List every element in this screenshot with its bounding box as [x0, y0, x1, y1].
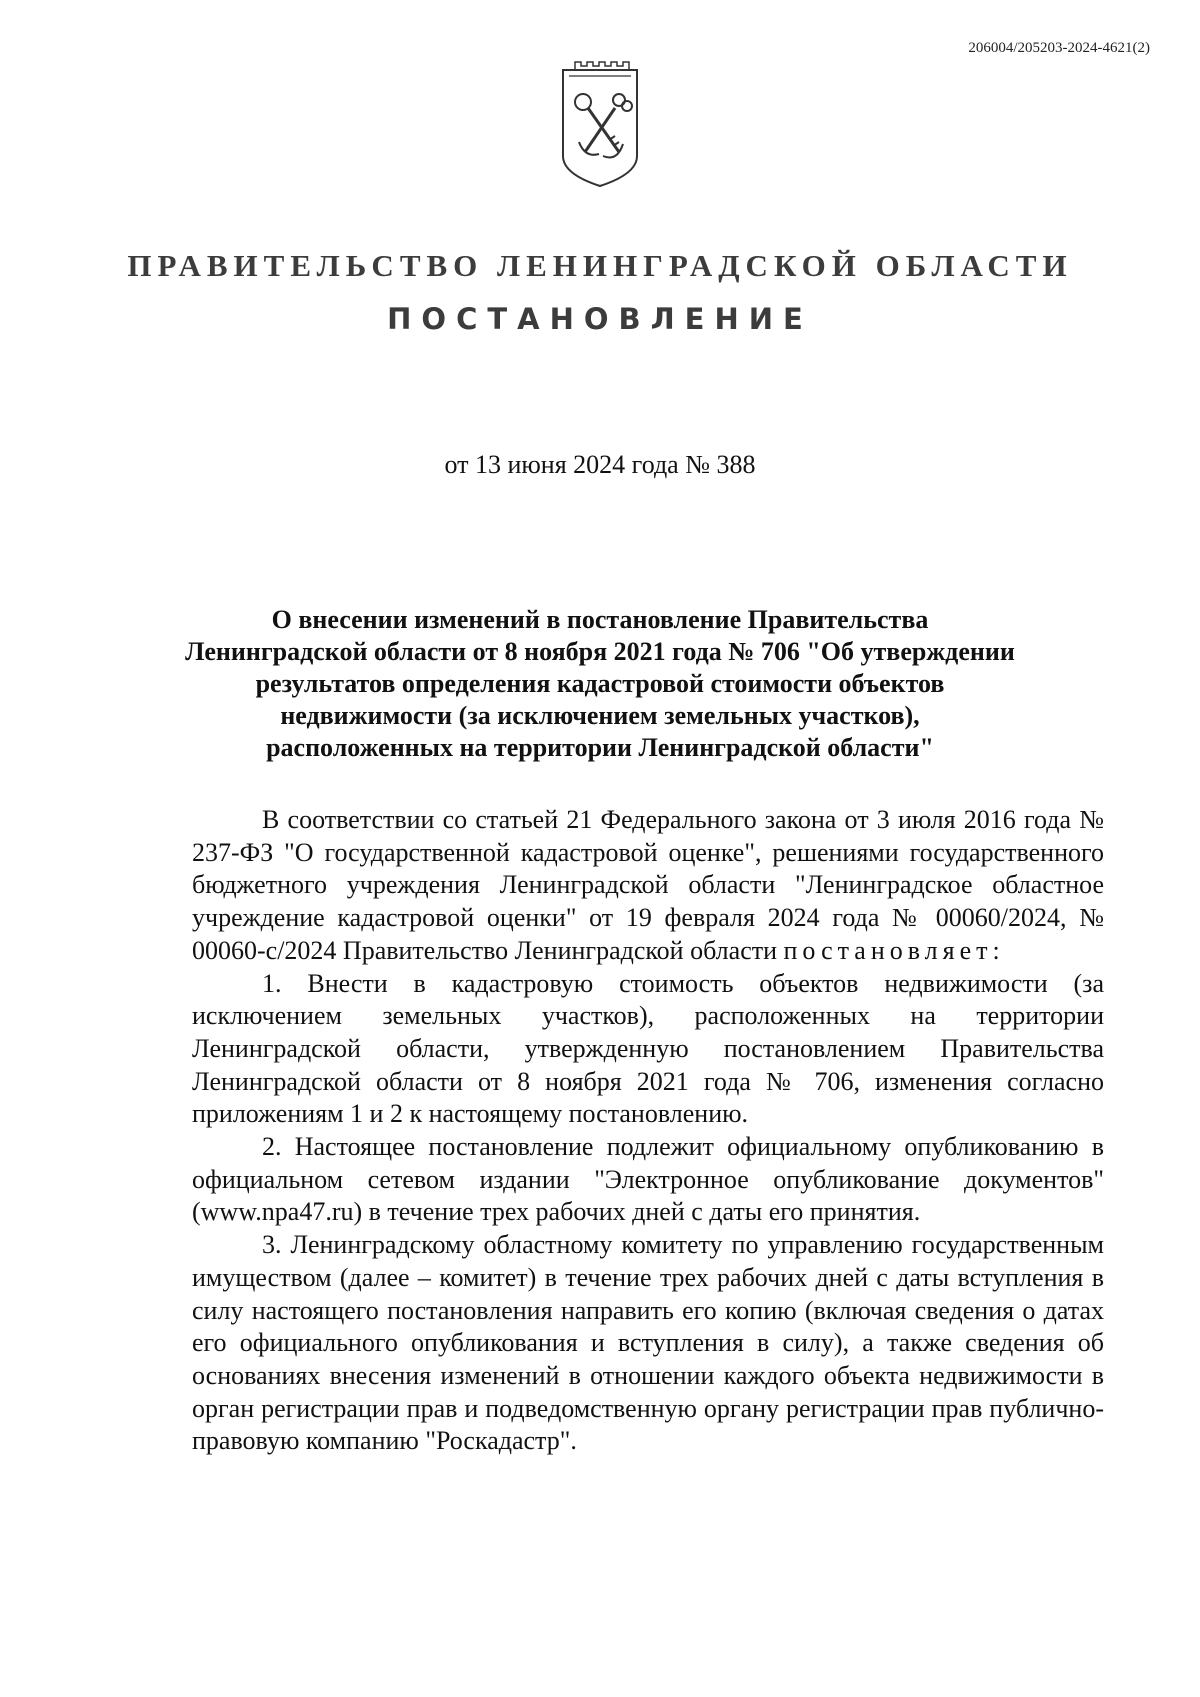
decree-word: постановляет:	[783, 935, 1005, 965]
document-body	[192, 804, 1104, 1458]
preamble-text: В соответствии со статьей 21 Федерального закона от 3 июля 2016 года № 237-ФЗ "О государственной кадастровой оценке", решениями государственного бюджетного учреждения Ленинградской области "Ленинградское областное учреждение кадастровой оценки" от 19 февраля 2024 года № 00060/2024, № 00060-с/2024 Правительство Ленинградской области	[192, 805, 1104, 965]
coat-of-arms-key-anchor-icon	[559, 56, 641, 206]
document-registration-number: 206004/205203-2024-4621(2)	[968, 40, 1150, 56]
document-heading	[180, 604, 1020, 764]
heading-line: недвижимости (за исключением земельных участков),	[280, 701, 920, 730]
heading-line: Ленинградской области от 8 ноября 2021 года № 706 "Об утверждении	[185, 637, 1015, 666]
paragraph-item-1: 1. Внести в кадастровую стоимость объектов недвижимости (за исключением земельных участков), расположенных на территории Ленинградской области, утвержденную постановлением Правительства Ленинградской области от 8 ноября 2021 года № 706, изменения согласно приложениям 1 и 2 к настоящему постановлению.	[192, 968, 1104, 1129]
document-kind-title: ПОСТАНОВЛЕНИЕ	[387, 302, 813, 336]
heading-line: О внесении изменений в постановление Правительства	[271, 605, 929, 634]
heading-line: результатов определения кадастровой стоимости объектов	[255, 669, 945, 698]
paragraph-item-2: 2. Настоящее постановление подлежит официальному опубликованию в официальном сетевом издании "Электронное опубликование документов" (www.npa47.ru) в течение трех рабочих дней с даты его принятия.	[192, 1132, 1104, 1227]
heading-line: расположенных на территории Ленинградской области"	[266, 733, 934, 762]
document-date-line: от 13 июня 2024 года № 388	[444, 450, 756, 479]
government-title: ПРАВИТЕЛЬСТВО ЛЕНИНГРАДСКОЙ ОБЛАСТИ	[127, 248, 1073, 283]
paragraph-item-3: 3. Ленинградскому областному комитету по управлению государственным имуществом (далее – комитет) в течение трех рабочих дней с даты вступления в силу настоящего постановления направить его копию (включая сведения о датах его официального опубликования и вступления в силу), а также сведения об основаниях внесения изменений в отношении каждого объекта недвижимости в орган регистрации прав и подведомственную органу регистрации прав публично-правовую компанию "Роскадастр".	[192, 1230, 1104, 1456]
preamble-paragraph	[192, 804, 1104, 968]
